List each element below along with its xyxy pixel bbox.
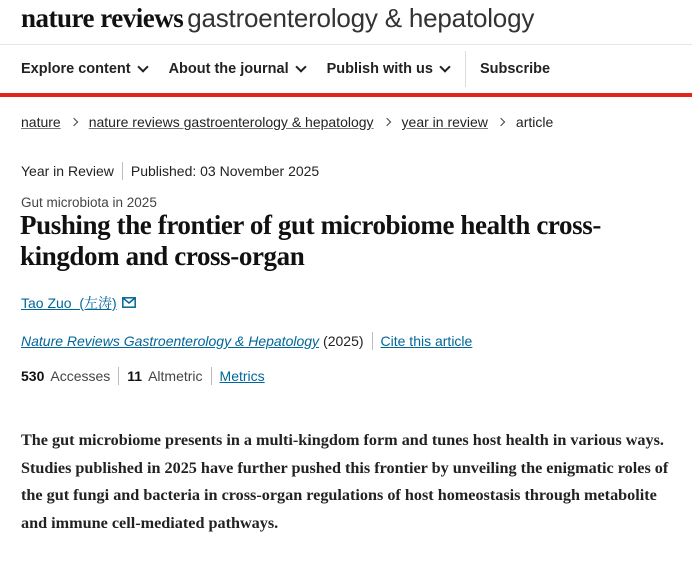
accesses-label: Accesses (50, 368, 111, 384)
chevron-down-icon (295, 61, 306, 72)
nav-publish-label: Publish with us (326, 61, 433, 77)
article-type: Year in Review (21, 163, 114, 179)
envelope-icon[interactable] (122, 295, 136, 311)
metrics-divider (118, 367, 119, 385)
breadcrumb-nature[interactable]: nature (21, 114, 61, 130)
article-meta (21, 162, 319, 180)
author-link[interactable]: Tao Zuo (左涛) (21, 295, 117, 311)
breadcrumb-journal[interactable]: nature reviews gastroenterology & hepatology (88, 114, 374, 130)
breadcrumb-year-in-review[interactable]: year in review (401, 114, 488, 130)
site-logo[interactable] (21, 3, 534, 39)
nav-explore-content[interactable] (21, 61, 147, 77)
chevron-down-icon (137, 61, 148, 72)
chevron-right-icon (497, 118, 505, 126)
accent-bar (0, 93, 692, 97)
journal-link[interactable]: Nature Reviews Gastroenterology & Hepatology (21, 333, 320, 349)
meta-divider (122, 162, 123, 180)
chevron-right-icon (69, 118, 77, 126)
metrics-link[interactable]: Metrics (219, 368, 265, 384)
logo-journal-name: gastroenterology & hepatology (187, 3, 535, 33)
citation-year: (2025) (323, 333, 364, 349)
breadcrumb (21, 114, 553, 130)
nav-explore-content-label: Explore content (21, 61, 131, 77)
chevron-down-icon (439, 61, 450, 72)
altmetric-label: Altmetric (148, 368, 203, 384)
accesses-count: 530 (21, 368, 45, 384)
citation-line (21, 332, 472, 350)
subscribe-link[interactable]: Subscribe (479, 61, 551, 77)
article-metrics (21, 367, 265, 385)
article-kicker: Gut microbiota in 2025 (21, 195, 157, 210)
nav-about-the-journal[interactable] (169, 61, 305, 77)
nav-about-label: About the journal (168, 61, 289, 77)
citation-divider (372, 332, 373, 350)
altmetric-count: 11 (127, 368, 143, 384)
article-standfirst: The gut microbiome presents in a multi-kingdom form and tunes host health in various ways. Studies published in 2025 have further pushed this frontier by unveiling the enigmatic roles of the gut fungi and bacteria in cross-organ regulations of host homeostasis through metabolite and immune cell-mediated pathways. (21, 431, 669, 532)
publish-date: Published: 03 November 2025 (130, 163, 320, 179)
nav-publish-with-us[interactable] (327, 61, 449, 77)
author-list (21, 293, 136, 313)
article-title: Pushing the frontier of gut microbiome health cross-kingdom and cross-organ (20, 210, 601, 271)
main-nav (21, 45, 572, 93)
metrics-divider (211, 367, 212, 385)
chevron-right-icon (382, 118, 390, 126)
nav-divider (465, 51, 466, 87)
cite-this-article-link[interactable]: Cite this article (380, 333, 473, 349)
breadcrumb-current: article (515, 114, 554, 130)
logo-nature-reviews: nature reviews (21, 3, 184, 33)
